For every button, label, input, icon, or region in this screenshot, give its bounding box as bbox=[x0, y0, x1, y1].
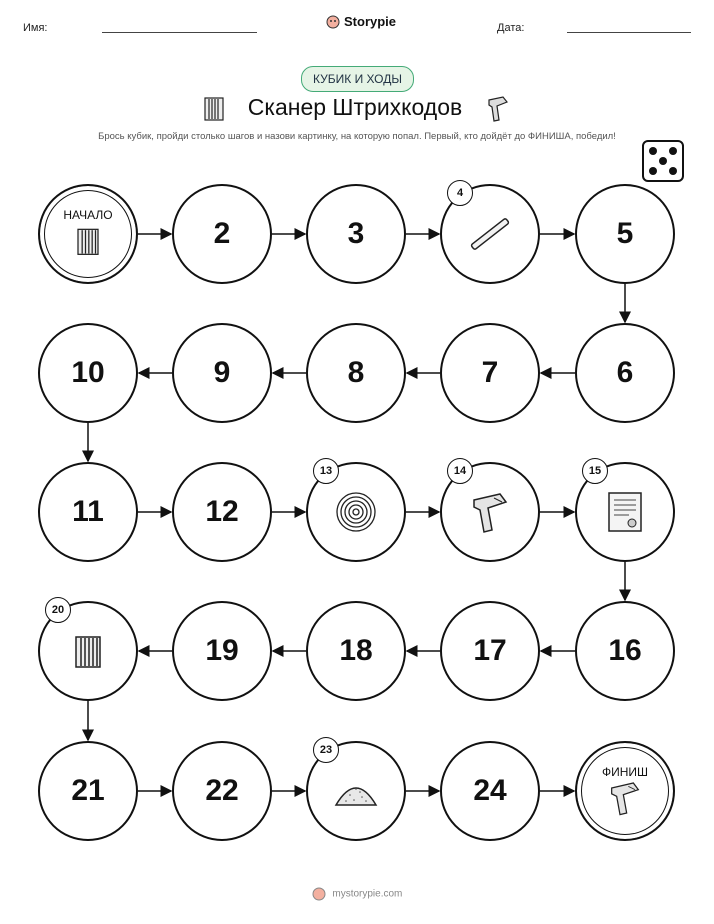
space-number: 2 bbox=[213, 217, 231, 250]
board-space-12[interactable] bbox=[172, 462, 272, 562]
space-number: 7 bbox=[481, 356, 499, 389]
barcode-icon bbox=[68, 221, 108, 261]
space-number: 24 bbox=[473, 774, 507, 807]
board-space-2[interactable] bbox=[172, 184, 272, 284]
space-number: 17 bbox=[473, 634, 507, 667]
board-space-20[interactable] bbox=[38, 601, 138, 701]
category-pill: КУБИК И ХОДЫ bbox=[301, 66, 414, 92]
board-space-7[interactable] bbox=[440, 323, 540, 423]
board-space-22[interactable] bbox=[172, 741, 272, 841]
target-icon bbox=[332, 488, 380, 536]
board-space-9[interactable] bbox=[172, 323, 272, 423]
space-number-badge: 13 bbox=[313, 458, 339, 484]
space-number: 12 bbox=[205, 495, 239, 528]
board-space-23[interactable] bbox=[306, 741, 406, 841]
board-space-15[interactable] bbox=[575, 462, 675, 562]
ruler-icon bbox=[466, 210, 514, 258]
certificate-icon bbox=[601, 488, 649, 536]
space-number-badge: 23 bbox=[313, 737, 339, 763]
space-number: 19 bbox=[205, 634, 239, 667]
board-space-10[interactable] bbox=[38, 323, 138, 423]
space-number: 18 bbox=[339, 634, 373, 667]
space-number: 8 bbox=[347, 356, 365, 389]
start-space[interactable] bbox=[38, 184, 138, 284]
space-number: 6 bbox=[616, 356, 634, 389]
space-number-badge: 20 bbox=[45, 597, 71, 623]
board-space-11[interactable] bbox=[38, 462, 138, 562]
footer-url[interactable]: mystorypie.com bbox=[332, 888, 403, 900]
board-space-21[interactable] bbox=[38, 741, 138, 841]
scanner-icon bbox=[466, 488, 514, 536]
space-number: 21 bbox=[71, 774, 105, 807]
board-space-18[interactable] bbox=[306, 601, 406, 701]
board-space-5[interactable] bbox=[575, 184, 675, 284]
space-number: 16 bbox=[608, 634, 642, 667]
space-number: 3 bbox=[347, 217, 365, 250]
finish-label: ФИНИШ bbox=[601, 765, 649, 779]
board-space-3[interactable] bbox=[306, 184, 406, 284]
storypie-logo-icon bbox=[312, 887, 326, 901]
space-number-badge: 15 bbox=[582, 458, 608, 484]
space-number: 10 bbox=[71, 356, 105, 389]
board-space-13[interactable] bbox=[306, 462, 406, 562]
board-space-6[interactable] bbox=[575, 323, 675, 423]
brand-name: Storypie bbox=[344, 14, 397, 29]
footer bbox=[0, 887, 714, 901]
space-number: 5 bbox=[616, 217, 634, 250]
board-space-24[interactable] bbox=[440, 741, 540, 841]
board-space-14[interactable] bbox=[440, 462, 540, 562]
barcode-icon bbox=[64, 627, 112, 675]
start-label: НАЧАЛО bbox=[63, 208, 113, 222]
instructions: Брось кубик, пройди столько шагов и назови картинку, на которую попал. Первый, кто дойдёт до ФИНИША, победил! bbox=[98, 131, 616, 142]
board-space-8[interactable] bbox=[306, 323, 406, 423]
title-text: Сканер Штрихкодов bbox=[247, 94, 463, 121]
board-space-17[interactable] bbox=[440, 601, 540, 701]
finish-space[interactable] bbox=[575, 741, 675, 841]
space-number-badge: 14 bbox=[447, 458, 473, 484]
space-number: 22 bbox=[205, 774, 239, 807]
date-label: Дата: bbox=[497, 22, 525, 34]
board-space-19[interactable] bbox=[172, 601, 272, 701]
space-number-badge: 4 bbox=[447, 180, 473, 206]
space-number: 11 bbox=[72, 495, 104, 528]
name-label: Имя: bbox=[23, 22, 48, 34]
board-space-16[interactable] bbox=[575, 601, 675, 701]
board-space-4[interactable] bbox=[440, 184, 540, 284]
sand-pile-icon bbox=[332, 767, 380, 815]
space-number: 9 bbox=[213, 356, 231, 389]
scanner-icon bbox=[605, 778, 645, 818]
